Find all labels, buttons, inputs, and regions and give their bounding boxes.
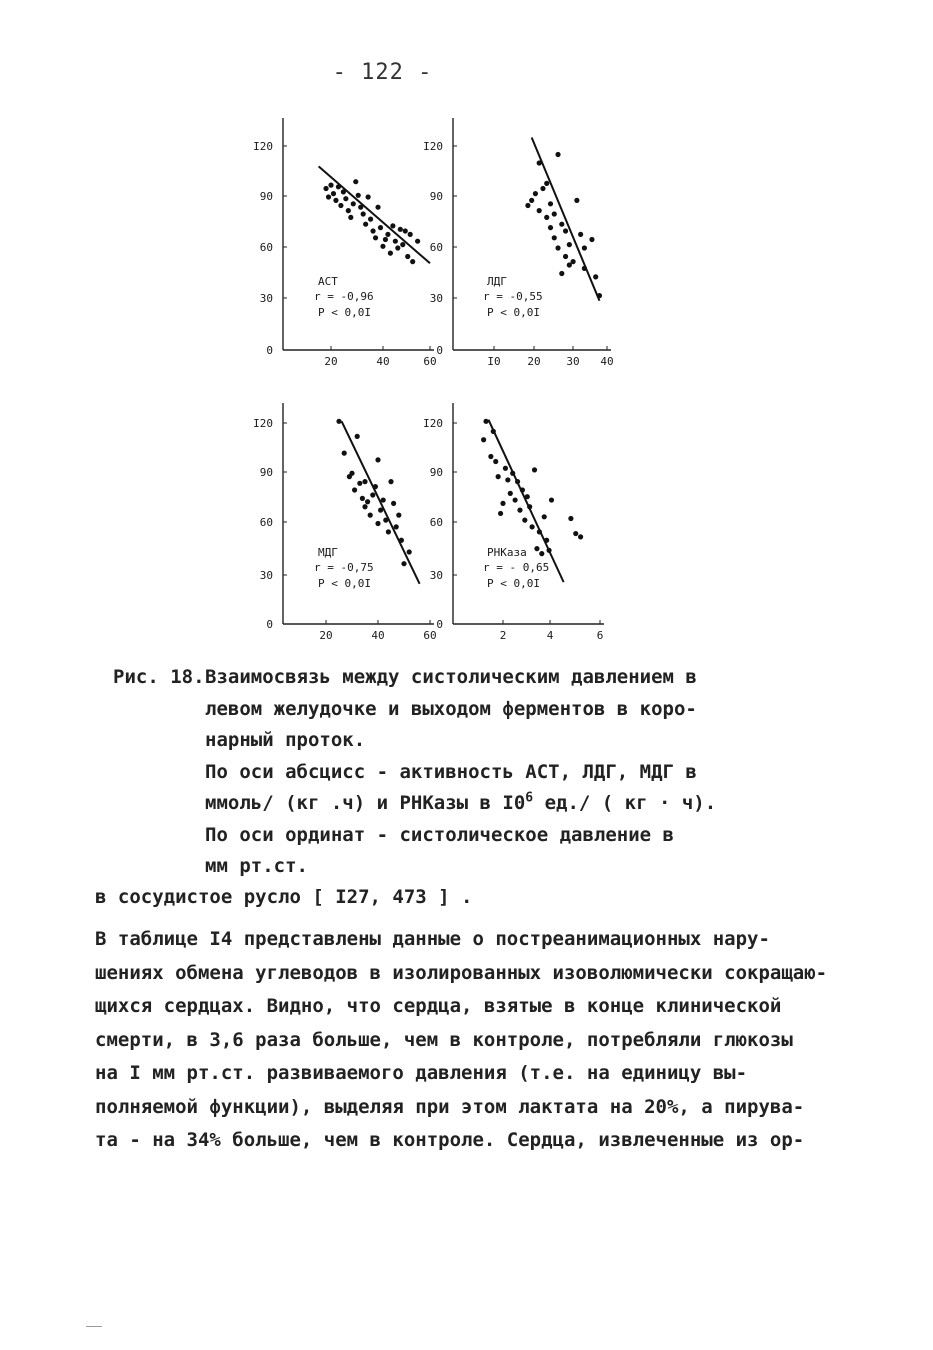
data-point <box>508 491 513 496</box>
data-point <box>346 208 351 213</box>
data-point <box>491 429 496 434</box>
y-tick-label: 30 <box>259 569 273 582</box>
data-point <box>589 237 594 242</box>
correlation-label: r = -0,96 <box>314 290 374 303</box>
y-tick-label: 90 <box>429 466 443 479</box>
y-tick-label: 60 <box>259 241 273 254</box>
data-point <box>513 497 518 502</box>
data-point <box>349 471 354 476</box>
caption-line-1: Взаимосвязь между систолическим давлением в <box>205 666 697 688</box>
data-point <box>378 508 383 513</box>
data-point <box>410 259 415 264</box>
y-tick-label: I20 <box>253 417 273 430</box>
data-point <box>500 501 505 506</box>
figure-caption <box>113 662 793 883</box>
data-point <box>555 245 560 250</box>
body-line-5: на I мм рт.ст. развиваемого давления (т.е. на единицу вы- <box>95 1062 748 1084</box>
correlation-label: r = - 0,65 <box>483 561 550 574</box>
data-point <box>582 266 587 271</box>
data-point <box>505 477 510 482</box>
data-point <box>520 487 525 492</box>
p-value-label: P < 0,0I <box>487 306 540 319</box>
data-point <box>395 245 400 250</box>
data-point <box>400 242 405 247</box>
data-point <box>534 546 539 551</box>
data-point <box>370 492 375 497</box>
scatter-figure <box>0 0 933 660</box>
data-point <box>597 293 602 298</box>
data-point <box>393 239 398 244</box>
data-point <box>386 529 391 534</box>
data-point <box>493 459 498 464</box>
data-point <box>563 254 568 259</box>
x-tick-label: 4 <box>546 629 554 642</box>
body-line-1: В таблице I4 представлены данные о постреанимационных нару- <box>95 928 770 950</box>
data-point <box>375 205 380 210</box>
x-tick-label: 40 <box>600 355 614 368</box>
data-point <box>399 538 404 543</box>
x-tick-label: 60 <box>423 355 437 368</box>
data-point <box>326 194 331 199</box>
data-point <box>517 508 522 513</box>
data-point <box>405 254 410 259</box>
data-point <box>567 242 572 247</box>
data-point <box>378 225 383 230</box>
data-point <box>533 191 538 196</box>
y-tick-label: 30 <box>259 292 273 305</box>
x-tick-label: 20 <box>527 355 541 368</box>
data-point <box>333 198 338 203</box>
y-tick-label: I20 <box>423 140 443 153</box>
data-point <box>510 471 515 476</box>
data-point <box>574 198 579 203</box>
data-point <box>544 181 549 186</box>
data-point <box>338 203 343 208</box>
data-point <box>530 524 535 529</box>
data-point <box>361 211 366 216</box>
y-tick-label: 90 <box>259 466 273 479</box>
data-point <box>383 518 388 523</box>
x-tick-label: 6 <box>596 629 604 642</box>
data-point <box>525 494 530 499</box>
data-point <box>403 228 408 233</box>
data-point <box>578 534 583 539</box>
data-point <box>343 196 348 201</box>
data-point <box>373 484 378 489</box>
data-point <box>407 549 412 554</box>
data-point <box>363 222 368 227</box>
data-point <box>368 217 373 222</box>
x-tick-label: I0 <box>487 355 501 368</box>
y-tick-label: 60 <box>429 516 443 529</box>
body-first-line: в сосудистое русло [ I27, 473 ] . <box>95 886 473 908</box>
y-tick-label: 90 <box>429 190 443 203</box>
data-point <box>381 497 386 502</box>
x-tick-label: 20 <box>319 629 333 642</box>
data-point <box>360 496 365 501</box>
caption-superscript: 6 <box>525 790 534 806</box>
x-tick-label: 60 <box>423 629 437 642</box>
data-point <box>351 201 356 206</box>
panel-label: ЛДГ <box>487 275 507 288</box>
x-tick-label: 2 <box>499 629 507 642</box>
data-point <box>522 518 527 523</box>
y-tick-label: 60 <box>429 241 443 254</box>
body-line-6: полняемой функции), выделяя при этом лактата на 20%, а пирува- <box>95 1095 805 1118</box>
data-point <box>356 193 361 198</box>
data-point <box>532 467 537 472</box>
panel-label: МДГ <box>318 546 338 559</box>
caption-line-7: мм рт.ст. <box>205 855 308 877</box>
data-point <box>548 225 553 230</box>
data-point <box>537 208 542 213</box>
data-point <box>552 235 557 240</box>
data-point <box>370 228 375 233</box>
data-point <box>578 232 583 237</box>
body-line-4: смерти, в 3,6 раза больше, чем в контроле, потребляли глюкозы <box>95 1028 793 1051</box>
data-point <box>483 419 488 424</box>
data-point <box>549 497 554 502</box>
data-point <box>573 531 578 536</box>
data-point <box>385 232 390 237</box>
correlation-label: r = -0,75 <box>314 561 374 574</box>
data-point <box>352 487 357 492</box>
data-point <box>355 434 360 439</box>
data-point <box>366 194 371 199</box>
y-tick-label: 0 <box>436 344 443 357</box>
data-point <box>488 454 493 459</box>
data-point <box>568 516 573 521</box>
data-point <box>529 198 534 203</box>
data-point <box>362 504 367 509</box>
body-paragraph <box>95 923 828 1158</box>
y-tick-label: 90 <box>259 190 273 203</box>
data-point <box>527 504 532 509</box>
data-point <box>559 222 564 227</box>
data-point <box>548 201 553 206</box>
data-point <box>544 538 549 543</box>
data-point <box>388 479 393 484</box>
data-point <box>323 186 328 191</box>
data-point <box>358 205 363 210</box>
data-point <box>383 237 388 242</box>
y-tick-label: I20 <box>423 417 443 430</box>
y-tick-label: 30 <box>429 292 443 305</box>
p-value-label: P < 0,0I <box>487 577 540 590</box>
scatter-panel-1 <box>253 118 437 368</box>
y-tick-label: 0 <box>266 344 273 357</box>
caption-line-6: По оси ординат - систолическое давление в <box>205 823 674 846</box>
data-point <box>496 474 501 479</box>
x-tick-label: 40 <box>371 629 385 642</box>
data-point <box>380 244 385 249</box>
data-point <box>546 548 551 553</box>
data-point <box>331 191 336 196</box>
data-point <box>398 227 403 232</box>
data-point <box>375 457 380 462</box>
caption-line-5a: ммоль/ (кг .ч) и РНКазы в I0 <box>205 792 526 814</box>
data-point <box>563 228 568 233</box>
data-point <box>503 466 508 471</box>
data-point <box>537 160 542 165</box>
x-tick-label: 20 <box>324 355 338 368</box>
data-point <box>515 479 520 484</box>
data-point <box>542 514 547 519</box>
data-point <box>552 211 557 216</box>
data-point <box>544 215 549 220</box>
caption-line-5b: ед./ ( кг · ч). <box>533 792 717 814</box>
caption-lead: Рис. 18. <box>113 666 205 688</box>
scatter-panel-3 <box>253 403 437 642</box>
data-point <box>555 152 560 157</box>
data-point <box>582 245 587 250</box>
data-point <box>353 179 358 184</box>
caption-line-2: левом желудочке и выходом ферментов в коро- <box>205 697 697 720</box>
data-point <box>342 451 347 456</box>
y-tick-label: 0 <box>436 618 443 631</box>
data-point <box>539 551 544 556</box>
data-point <box>525 203 530 208</box>
data-point <box>375 521 380 526</box>
y-tick-label: 60 <box>259 516 273 529</box>
data-point <box>336 419 341 424</box>
data-point <box>341 189 346 194</box>
data-point <box>559 271 564 276</box>
scatter-panel-2 <box>423 118 614 368</box>
data-point <box>357 481 362 486</box>
data-point <box>415 239 420 244</box>
data-point <box>593 274 598 279</box>
x-tick-label: 40 <box>376 355 390 368</box>
data-point <box>388 251 393 256</box>
data-point <box>348 215 353 220</box>
panel-label: РНКаза <box>487 546 527 559</box>
caption-line-4: По оси абсцисс - активность АСТ, ЛДГ, МДГ в <box>205 760 697 783</box>
data-point <box>362 479 367 484</box>
caption-line-5 <box>113 788 793 820</box>
body-line-3: щихся сердцах. Видно, что сердца, взятые в конце клинической <box>95 995 782 1017</box>
regression-line <box>342 421 420 583</box>
x-tick-label: 30 <box>566 355 580 368</box>
data-point <box>537 529 542 534</box>
regression-line <box>319 166 430 263</box>
data-point <box>336 184 341 189</box>
caption-line-3: нарный проток. <box>205 729 366 751</box>
panel-label: АСТ <box>318 275 338 288</box>
data-point <box>373 235 378 240</box>
data-point <box>481 437 486 442</box>
data-point <box>390 223 395 228</box>
p-value-label: P < 0,0I <box>318 306 371 319</box>
data-point <box>408 232 413 237</box>
regression-line <box>532 138 600 301</box>
p-value-label: P < 0,0I <box>318 577 371 590</box>
data-point <box>498 511 503 516</box>
correlation-label: r = -0,55 <box>483 290 543 303</box>
body-line-7: та - на 34% больше, чем в контроле. Сердца, извлеченные из ор- <box>95 1129 805 1151</box>
y-tick-label: I20 <box>253 140 273 153</box>
y-tick-label: 0 <box>266 618 273 631</box>
y-tick-label: 30 <box>429 569 443 582</box>
data-point <box>365 499 370 504</box>
data-point <box>368 513 373 518</box>
page-number: - 122 - <box>332 60 433 85</box>
data-point <box>394 524 399 529</box>
data-point <box>571 259 576 264</box>
body-line-2: шениях обмена углеводов в изолированных изоволюмически сокращаю- <box>95 961 828 984</box>
data-point <box>401 561 406 566</box>
data-point <box>396 513 401 518</box>
data-point <box>328 183 333 188</box>
data-point <box>391 501 396 506</box>
data-point <box>540 186 545 191</box>
scatter-panel-4 <box>423 403 604 642</box>
margin-mark <box>86 1326 102 1327</box>
